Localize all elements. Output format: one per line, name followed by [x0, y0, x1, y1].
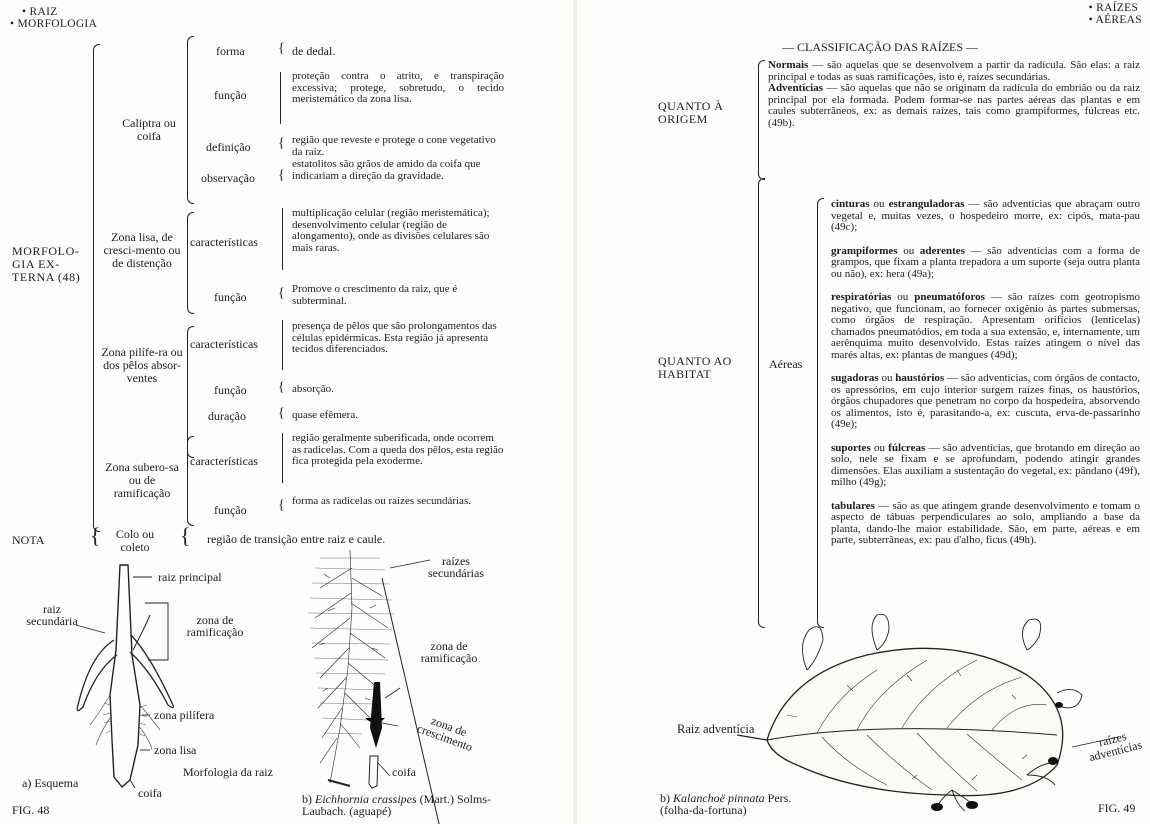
- item-term: suportes: [831, 441, 871, 454]
- corner-line: • RAIZ: [22, 6, 58, 18]
- aereas-item-suportes: [831, 443, 1140, 489]
- caption-kalanchoe: [660, 792, 880, 816]
- kalanchoe-leaf-illustration: [727, 615, 1127, 815]
- nota-description: região de transição entre raiz e caule.: [207, 532, 386, 546]
- caption-rest: (Mart.) Solms- Laubach. (aguapé): [302, 792, 491, 818]
- caption-prefix: b): [660, 791, 673, 805]
- brace-char: {: [90, 523, 101, 548]
- zona-lisa-label: Zona lisa, de cresci-mento ou de distenção: [103, 230, 181, 270]
- right-page: [577, 0, 1150, 824]
- item-term: tabulares: [831, 499, 875, 512]
- corner-line: • MORFOLOGIA: [10, 18, 98, 30]
- brace-char: {: [278, 498, 285, 513]
- aereas-label: Aéreas: [769, 357, 803, 371]
- pilifera-caracteristicas-value: presença de pêlos que são prolongamentos das células epidérmicas. Esta região já apresenta tecidos diferenciados.: [292, 320, 497, 355]
- item-term: cinturas: [831, 198, 870, 210]
- label-coifa-b: coifa: [392, 765, 416, 779]
- item-term: grampiformes: [831, 244, 898, 257]
- aereas-item-sugadoras: [831, 373, 1140, 431]
- suberosa-funcao-key: função: [214, 503, 247, 517]
- caption-eichhornia: [302, 793, 512, 817]
- funcao-brace: [280, 72, 281, 124]
- item-term-2: estranguladoras: [888, 198, 965, 210]
- eichhornia-root-illustration: [290, 548, 490, 798]
- pilifera-car-brace: [282, 320, 283, 370]
- nota-term: Colo ou coleto: [115, 527, 155, 554]
- duracao-key: duração: [208, 409, 246, 423]
- lisa-caracteristicas-key: características: [190, 235, 258, 249]
- item-text: — são adventícias com a forma de grampos, que fixam a planta trepadora a um suporte (seja outra planta ou não), ex: hera (49a);: [831, 244, 1141, 280]
- fig-48-label: FIG. 48: [12, 803, 50, 817]
- brace-char: {: [278, 136, 285, 151]
- caption-esquema: a) Esquema: [22, 776, 79, 790]
- aereas-item-respiratorias: [831, 292, 1140, 361]
- main-brace: [93, 44, 100, 532]
- brace-char: {: [278, 380, 285, 395]
- definicao-value: região que reveste e protege o cone vegetativo da raiz.: [292, 134, 496, 158]
- aereas-brace: [817, 198, 824, 628]
- aereas-item-list: [831, 199, 1140, 547]
- label-raiz-secundaria: raiz secundária: [26, 602, 78, 628]
- item-text: — são as que atingem grande desenvolvimento e tomam o aspecto de tábuas perpendiculares ao solo, ampliando a base da planta, dando-lhe maior estabilidade. São, em parte, aéreas e em parte, subterrâneas, ex: pau d'alho, ficus (49h).: [831, 499, 1140, 546]
- suberosa-funcao-value: forma as radicelas ou raízes secundárias.: [292, 495, 471, 507]
- label-raiz-principal: raiz principal: [158, 570, 222, 584]
- quanto-habitat-label: QUANTO AO HABITAT: [658, 354, 732, 381]
- brace-char: {: [278, 168, 285, 183]
- adventicias-term: Adventícias: [768, 82, 823, 94]
- lisa-funcao-key: função: [214, 290, 247, 304]
- lisa-funcao-value: Promove o crescimento da raiz, que é subterminal.: [292, 283, 458, 307]
- item-term-2: fúlcreas: [888, 441, 926, 454]
- left-page: [0, 0, 573, 824]
- normais-term: Normais: [768, 59, 809, 71]
- lisa-car-brace: [282, 208, 283, 270]
- label-coifa-a: coifa: [138, 786, 162, 800]
- definicao-key: definição: [206, 140, 251, 154]
- forma-value: de dedal.: [292, 44, 336, 58]
- habitat-brace: [758, 178, 765, 628]
- morfologia-externa-label: MORFOLO-GIA EX-TERNA (48): [12, 244, 81, 284]
- label-b-zona-ramificacao: zona de ramificação: [420, 639, 478, 665]
- forma-key: forma: [216, 44, 245, 58]
- caliptra-funcao-key: função: [214, 88, 247, 102]
- item-term-2: aderentes: [919, 244, 965, 257]
- item-text: — são adventícias, que brotando em direção ao solo, nele se fixam e se aprofundam, podendo atingir grandes dimensões. Elas auxiliam a sustentação do vegetal, ex: pândano (49f), milho (49g);: [831, 441, 1141, 488]
- left-corner-heading: [10, 6, 97, 30]
- label-raizes-secundarias: raízes secundárias: [428, 554, 484, 580]
- label-zona-lisa: zona lisa: [154, 743, 197, 757]
- item-mid: ou: [891, 291, 915, 303]
- label-raizes-adventicias: raízes adventícias: [1087, 729, 1144, 765]
- label-raiz-adventicia: Raiz adventícia: [677, 722, 755, 736]
- adventicias-text: — são aquelas que não se originam da radícula do embrião ou da raiz principal por ela formada. Podem formar-se nas partes aéreas das plantas e em caules subterrâneos, ex: as demais raízes, tais como grampiformes, fúlcreas etc. (49b).: [768, 82, 1140, 129]
- pilifera-funcao-key: função: [214, 383, 247, 397]
- observacao-value: estatolitos são grãos de amido da coifa que indicariam a direção da gravidade.: [292, 158, 481, 182]
- aereas-item-cinturas: [831, 199, 1140, 234]
- brace-char: {: [278, 406, 285, 421]
- item-term-2: pneumatóforos: [914, 291, 985, 303]
- zona-suberosa-brace: [187, 436, 194, 526]
- label-zona-crescimento: zona de crescimento: [415, 713, 475, 755]
- item-text: — são raízes com geotropismo negativo, que funcionam, ao fornecer oxigênio às partes submersas, como órgãos de respiração. Apresentam orifícios (lenticelas) chamados pneumatódios, em toda a sua extensão, e, internamente, um aerênquima muito desenvolvido. Estas raízes atingem o nível das marés altas, ex: plantas de mangues (49d);: [831, 291, 1141, 361]
- suberosa-car-brace: [282, 433, 283, 483]
- origem-text: [768, 60, 1140, 129]
- item-text: — são adventícias que abraçam outro vegetal e, muitas vezes, o hospedeiro morre, ex: cipós, mata-pau (49c);: [831, 198, 1140, 233]
- caption-prefix: b): [302, 792, 315, 806]
- aereas-item-tabulares: [831, 501, 1140, 547]
- corner-line: • AÉREAS: [1088, 14, 1142, 26]
- nota-label: NOTA: [12, 533, 45, 547]
- zona-suberosa-label: Zona subero-sa ou de ramificação: [105, 460, 179, 500]
- quanto-origem-label: QUANTO À ORIGEM: [658, 99, 724, 126]
- fig-49-label: FIG. 49: [1098, 801, 1136, 815]
- caption-rest: Pers.: [764, 791, 792, 805]
- aereas-item-grampiformes: [831, 246, 1140, 281]
- pilifera-caracteristicas-key: características: [190, 337, 258, 351]
- caption-morfologia-raiz: Morfologia da raiz: [183, 765, 273, 779]
- item-term: sugadoras: [831, 372, 879, 384]
- caliptra-brace: [187, 36, 194, 204]
- label-zona-ramificacao: zona de ramificação: [186, 613, 244, 639]
- normais-text: — são aquelas que se desenvolvem a partir da radícula. São elas: a raiz principal e todas as suas ramificações, isto é, raízes secundárias.: [768, 59, 1140, 83]
- brace-char: {: [278, 41, 285, 56]
- caption-species: Kalanchoë pinnata: [673, 791, 765, 805]
- suberosa-caracteristicas-key: características: [190, 454, 258, 468]
- corner-line: • RAÍZES: [1088, 2, 1139, 14]
- zona-pilifera-label: Zona pilífe-ra ou dos pêlos absor-ventes: [101, 345, 183, 385]
- caption-common-name: (folha-da-fortuna): [660, 803, 747, 817]
- observacao-key: observação: [201, 171, 255, 185]
- right-corner-heading: [1089, 2, 1142, 26]
- pilifera-funcao-value: absorção.: [292, 383, 334, 395]
- zona-lisa-brace: [187, 212, 194, 314]
- classificacao-title: — CLASSIFICAÇÃO DAS RAÍZES —: [782, 40, 979, 54]
- label-zona-pilifera: zona pilífera: [154, 708, 215, 722]
- brace-char: {: [278, 286, 285, 301]
- caliptra-funcao-value: proteção contra o atrito, e transpiração excessiva; protege, sobretudo, o tecido meristemático da zona lisa.: [292, 70, 504, 105]
- item-term-2: haustórios: [895, 372, 945, 384]
- item-mid: ou: [878, 372, 896, 384]
- item-text: — são adventícias, com órgãos de contacto, os apressórios, em cujo interior surgem raízes finas, os haustórios, órgãos chupadores que penetram no corpo da hospedeira, absorvendo os alimentos, isto é, parasitando-a, ex: cuscuta, erva-de-passarinho (49e);: [831, 372, 1141, 430]
- item-mid: ou: [897, 244, 920, 257]
- duracao-value: quase efêmera.: [292, 409, 358, 421]
- item-term: respiratórias: [831, 291, 892, 303]
- caliptra-label: Caliptra ou coifa: [122, 116, 176, 143]
- origem-brace: [758, 60, 765, 180]
- suberosa-caracteristicas-value: região geralmente suberificada, onde ocorrem as radicelas. Com a queda dos pêlos, esta região fica protegida pela exoderme.: [292, 432, 504, 467]
- brace-char: {: [180, 523, 191, 548]
- caption-species: Eichhornia crassipes: [315, 792, 417, 806]
- lisa-caracteristicas-value: multiplicação celular (região meristemática); desenvolvimento celular (região de alongamento), onde as divisões celulares são mais raras.: [292, 207, 490, 254]
- item-mid: ou: [869, 198, 889, 210]
- item-mid: ou: [870, 441, 889, 454]
